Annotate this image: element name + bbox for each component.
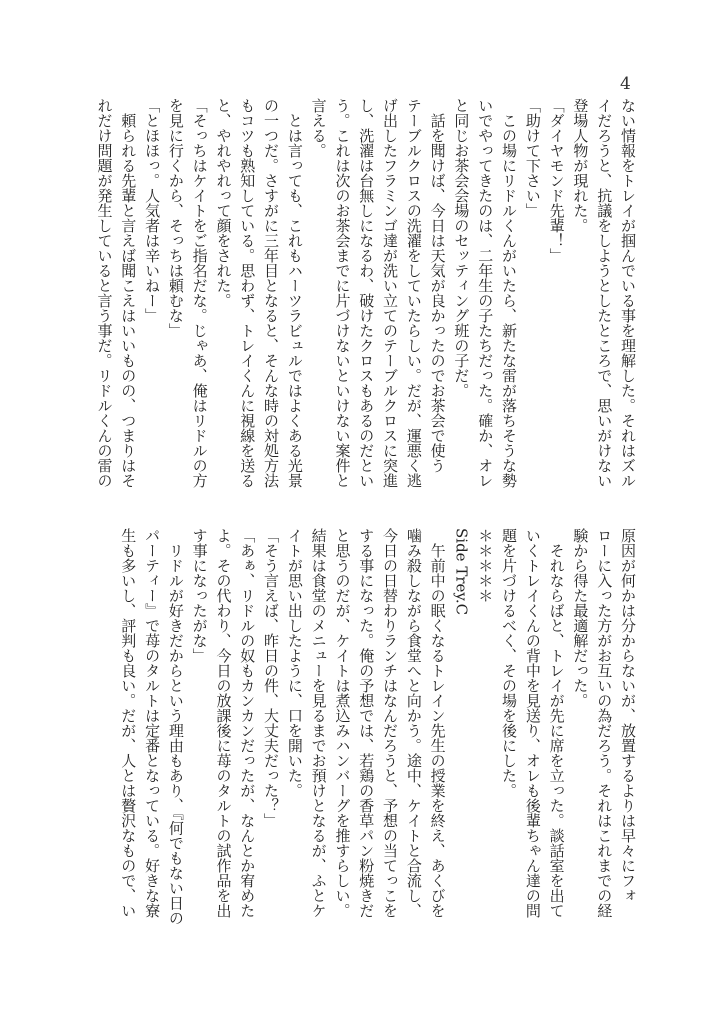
- text-column: ローに入った方がお互いの為だろう。それはこれまでの経: [595, 528, 614, 918]
- text-column: とは言っても、これもハーツラビュルではよくある光景: [285, 98, 304, 488]
- text-column: テーブルクロスの洗濯をしていたらしい。だが、運悪く逃: [404, 98, 423, 488]
- text-column: を見に行くから、そっちは頼むな」: [166, 98, 185, 338]
- text-column: もコツも熟知している。思わず、トレイくんに視線を送る: [238, 98, 257, 488]
- text-column: 「そっちはケイトをご指名だな。じゃあ、俺はリドルの方: [190, 98, 209, 488]
- text-column: 午前中の眠くなるトレイン先生の授業を終え、あくびを: [428, 528, 447, 918]
- text-column: イだろうと、抗議をしようとしたところで、思いがけない: [595, 98, 614, 488]
- text-column: し、洗濯は台無しになるわ、破けたクロスもあるのだとい: [357, 98, 376, 488]
- text-column: 「とほほっ。人気者は辛いねー」: [143, 98, 162, 323]
- text-column: よ。その代わり、今日の放課後に苺のタルトの試作品を出: [214, 528, 233, 918]
- text-column: す事になったがな」: [190, 528, 209, 663]
- text-column: この場にリドルくんがいたら、新たな雷が落ちそうな勢: [500, 98, 519, 488]
- text-column: 噛み殺しながら食堂へと向かう。途中、ケイトと合流し、: [404, 528, 423, 918]
- text-column: 験から得た最適解だった。: [571, 528, 590, 708]
- text-column: 「ダイヤモンド先輩！」: [547, 98, 566, 263]
- section-heading: Side Trey.C: [452, 528, 471, 616]
- text-column: 結果は食堂のメニューを見るまでお預けとなるが、ふとケ: [309, 528, 328, 918]
- text-column: 「あぁ、リドルの奴もカンカンだったが、なんとか宥めた: [238, 528, 257, 918]
- text-column: 原因が何かは分からないが、放置するよりは早々にフォ: [619, 528, 637, 903]
- text-column: と、やれやれって顔をされた。: [214, 98, 233, 308]
- text-column: いくトレイくんの背中を見送り、オレも後輩ちゃん達の問: [523, 528, 542, 918]
- text-column: れだけ問題が発生していると言う事だ。リドルくんの雷の: [95, 98, 114, 488]
- text-column: 生も多いし、評判も良い。だが、人とは贅沢なもので、い: [119, 528, 138, 918]
- text-column: リドルが好きだからという理由もあり、『何でもない日の: [166, 528, 185, 926]
- text-column: う。これは次のお茶会までに片づけないといけない案件と: [333, 98, 352, 488]
- text-column: ない情報をトレイが掴んでいる事を理解した。それはズル: [619, 98, 637, 488]
- text-column: 登場人物が現れた。: [571, 98, 590, 233]
- text-column: 今日の日替わりランチはなんだろうと、予想の当てっこを: [381, 528, 400, 918]
- section-divider: ＊＊＊＊＊: [476, 528, 495, 603]
- text-column: の一つだ。さすがに三年目となると、そんな時の対処方法: [262, 98, 281, 488]
- text-column: 話を聞けば、今日は天気が良かったのでお茶会で使う: [428, 98, 447, 473]
- text-block-bottom: [91, 528, 639, 926]
- text-column: 「助けて下さい」: [523, 98, 542, 218]
- text-column: それならばと、トレイが先に席を立った。談話室を出て: [547, 528, 566, 918]
- text-column: 言える。: [309, 98, 328, 158]
- text-column: イトが思い出したように、口を開いた。: [285, 528, 304, 798]
- text-column: パーティー』で苺のタルトは定番となっている。好きな寮: [143, 528, 162, 918]
- text-column: 題を片づけるべく、その場を後にした。: [500, 528, 519, 798]
- text-column: と思うのだが、ケイトは煮込みハンバーグを推すらしい。: [333, 528, 352, 918]
- text-column: げ出したフラミンゴ達が洗い立てのテーブルクロスに突進: [381, 98, 400, 488]
- page-number: 4: [620, 74, 631, 94]
- text-column: 頼られる先輩と言えば聞こえはいいものの、つまりはそ: [119, 98, 138, 488]
- text-column: する事になった。俺の予想では、若鶏の香草パン粉焼きだ: [357, 528, 376, 918]
- text-column: と同じお茶会会場のセッティング班の子だ。: [452, 98, 471, 398]
- text-column: いでやってきたのは、二年生の子たちだった。確か、オレ: [476, 98, 495, 488]
- text-column: 「そう言えば、昨日の件、大丈夫だった？」: [262, 528, 281, 828]
- text-block-top: [91, 98, 639, 488]
